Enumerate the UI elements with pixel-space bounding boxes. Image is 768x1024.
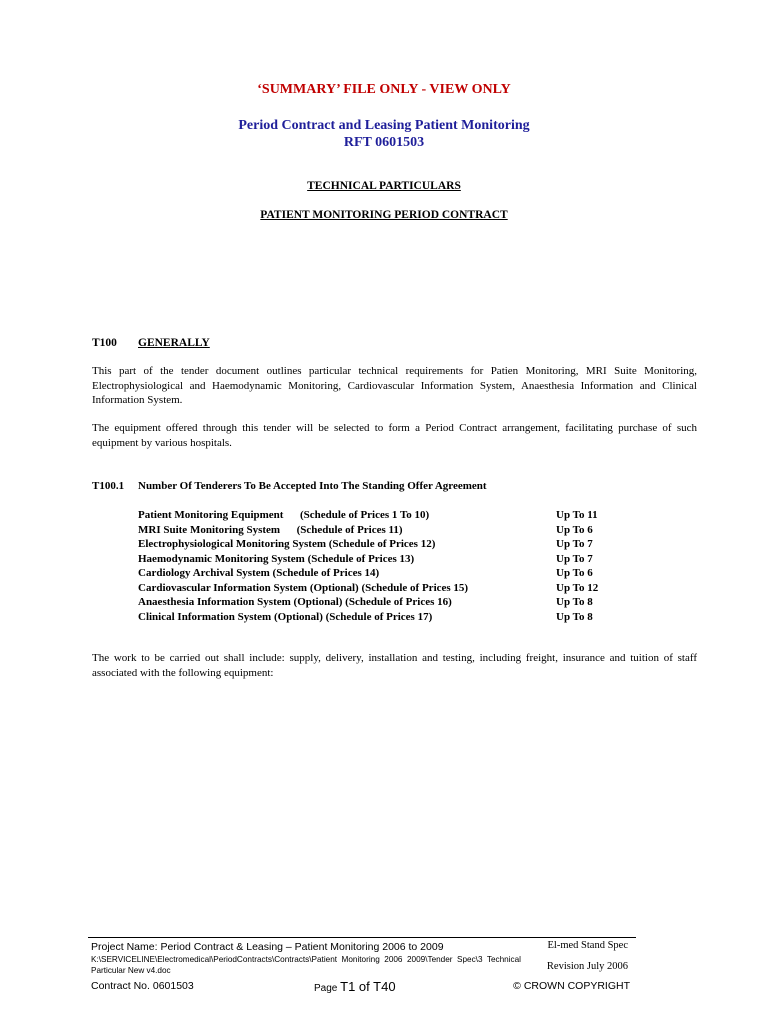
- scope-of-work-paragraph: The work to be carried out shall include: supply, delivery, installation and testing, including freight, insurance and tuition of staff associated with the following equipment:: [92, 652, 697, 679]
- list-item-description: Patient Monitoring Equipment (Schedule of Prices 1 To 10): [138, 509, 430, 521]
- intro-paragraph: This part of the tender document outlines particular technical requirements for Patien Monitoring, MRI Suite Monitoring, Electrophysiological and Haemodynamic Monitoring, Cardiovascular Information System, Anaesthesia Information and Clinical Information System.: [92, 365, 697, 406]
- subsection-heading: [92, 480, 487, 492]
- list-item-count: Up To 8: [556, 596, 593, 608]
- footer-file-path: K:\SERVICELINE\Electromedical\PeriodContracts\Contracts\Patient Monitoring 2006 2009\Tender Spec\3 Technical Particular New v4.doc: [91, 955, 521, 975]
- list-item-count: Up To 7: [556, 538, 593, 550]
- list-item-count: Up To 7: [556, 552, 593, 565]
- list-item: [138, 508, 698, 523]
- section-heading: [92, 337, 210, 349]
- list-item: [138, 537, 698, 552]
- list-item: [138, 595, 698, 610]
- list-item-count: Up To 11: [556, 509, 598, 521]
- list-item-description: Cardiovascular Information System (Optional) (Schedule of Prices 15): [138, 581, 469, 594]
- list-item-count: Up To 8: [556, 610, 593, 623]
- footer-page-indicator: [314, 979, 396, 994]
- list-item-description: MRI Suite Monitoring System (Schedule of Prices 11): [138, 523, 403, 536]
- section-code: T100: [92, 337, 117, 349]
- technical-particulars-heading: TECHNICAL PARTICULARS: [307, 180, 461, 192]
- list-item: [138, 552, 698, 567]
- tenderers-list: [138, 508, 698, 624]
- footer-project-name: Project Name: Period Contract & Leasing – Patient Monitoring 2006 to 2009: [91, 941, 444, 953]
- footer-spec: El-med Stand Spec: [547, 940, 628, 951]
- list-item-description: Clinical Information System (Optional) (Schedule of Prices 17): [138, 610, 433, 623]
- footer-contract-number: Contract No. 0601503: [91, 980, 194, 992]
- subsection-code: T100.1: [92, 480, 125, 492]
- list-item: [138, 566, 698, 581]
- list-item-description: Haemodynamic Monitoring System (Schedule of Prices 13): [138, 552, 415, 565]
- list-item: [138, 610, 698, 625]
- rft-number: RFT 0601503: [343, 135, 425, 150]
- page-label: Page: [314, 983, 338, 994]
- list-item-description: Anaesthesia Information System (Optional) (Schedule of Prices 16): [138, 596, 452, 608]
- footer-revision: Revision July 2006: [546, 961, 628, 972]
- contract-heading: PATIENT MONITORING PERIOD CONTRACT: [260, 209, 508, 221]
- footer-copyright: © CROWN COPYRIGHT: [513, 980, 630, 992]
- page-number: T1 of T40: [340, 979, 396, 994]
- period-contract-paragraph: The equipment offered through this tender will be selected to form a Period Contract arrangement, facilitating purchase of such equipment by various hospitals.: [92, 422, 697, 449]
- list-item: [138, 581, 698, 596]
- subsection-title: Number Of Tenderers To Be Accepted Into The Standing Offer Agreement: [138, 480, 487, 492]
- view-only-banner: ‘SUMMARY’ FILE ONLY - VIEW ONLY: [257, 82, 511, 97]
- list-item-description: Cardiology Archival System (Schedule of Prices 14): [138, 567, 380, 579]
- document-title: Period Contract and Leasing Patient Monitoring: [238, 118, 530, 133]
- page-footer: [88, 937, 636, 998]
- list-item-description: Electrophysiological Monitoring System (Schedule of Prices 12): [138, 538, 436, 550]
- list-item-count: Up To 6: [556, 567, 593, 579]
- section-title: GENERALLY: [138, 337, 210, 349]
- list-item-count: Up To 6: [556, 523, 593, 536]
- list-item-count: Up To 12: [556, 581, 599, 594]
- list-item: [138, 523, 698, 538]
